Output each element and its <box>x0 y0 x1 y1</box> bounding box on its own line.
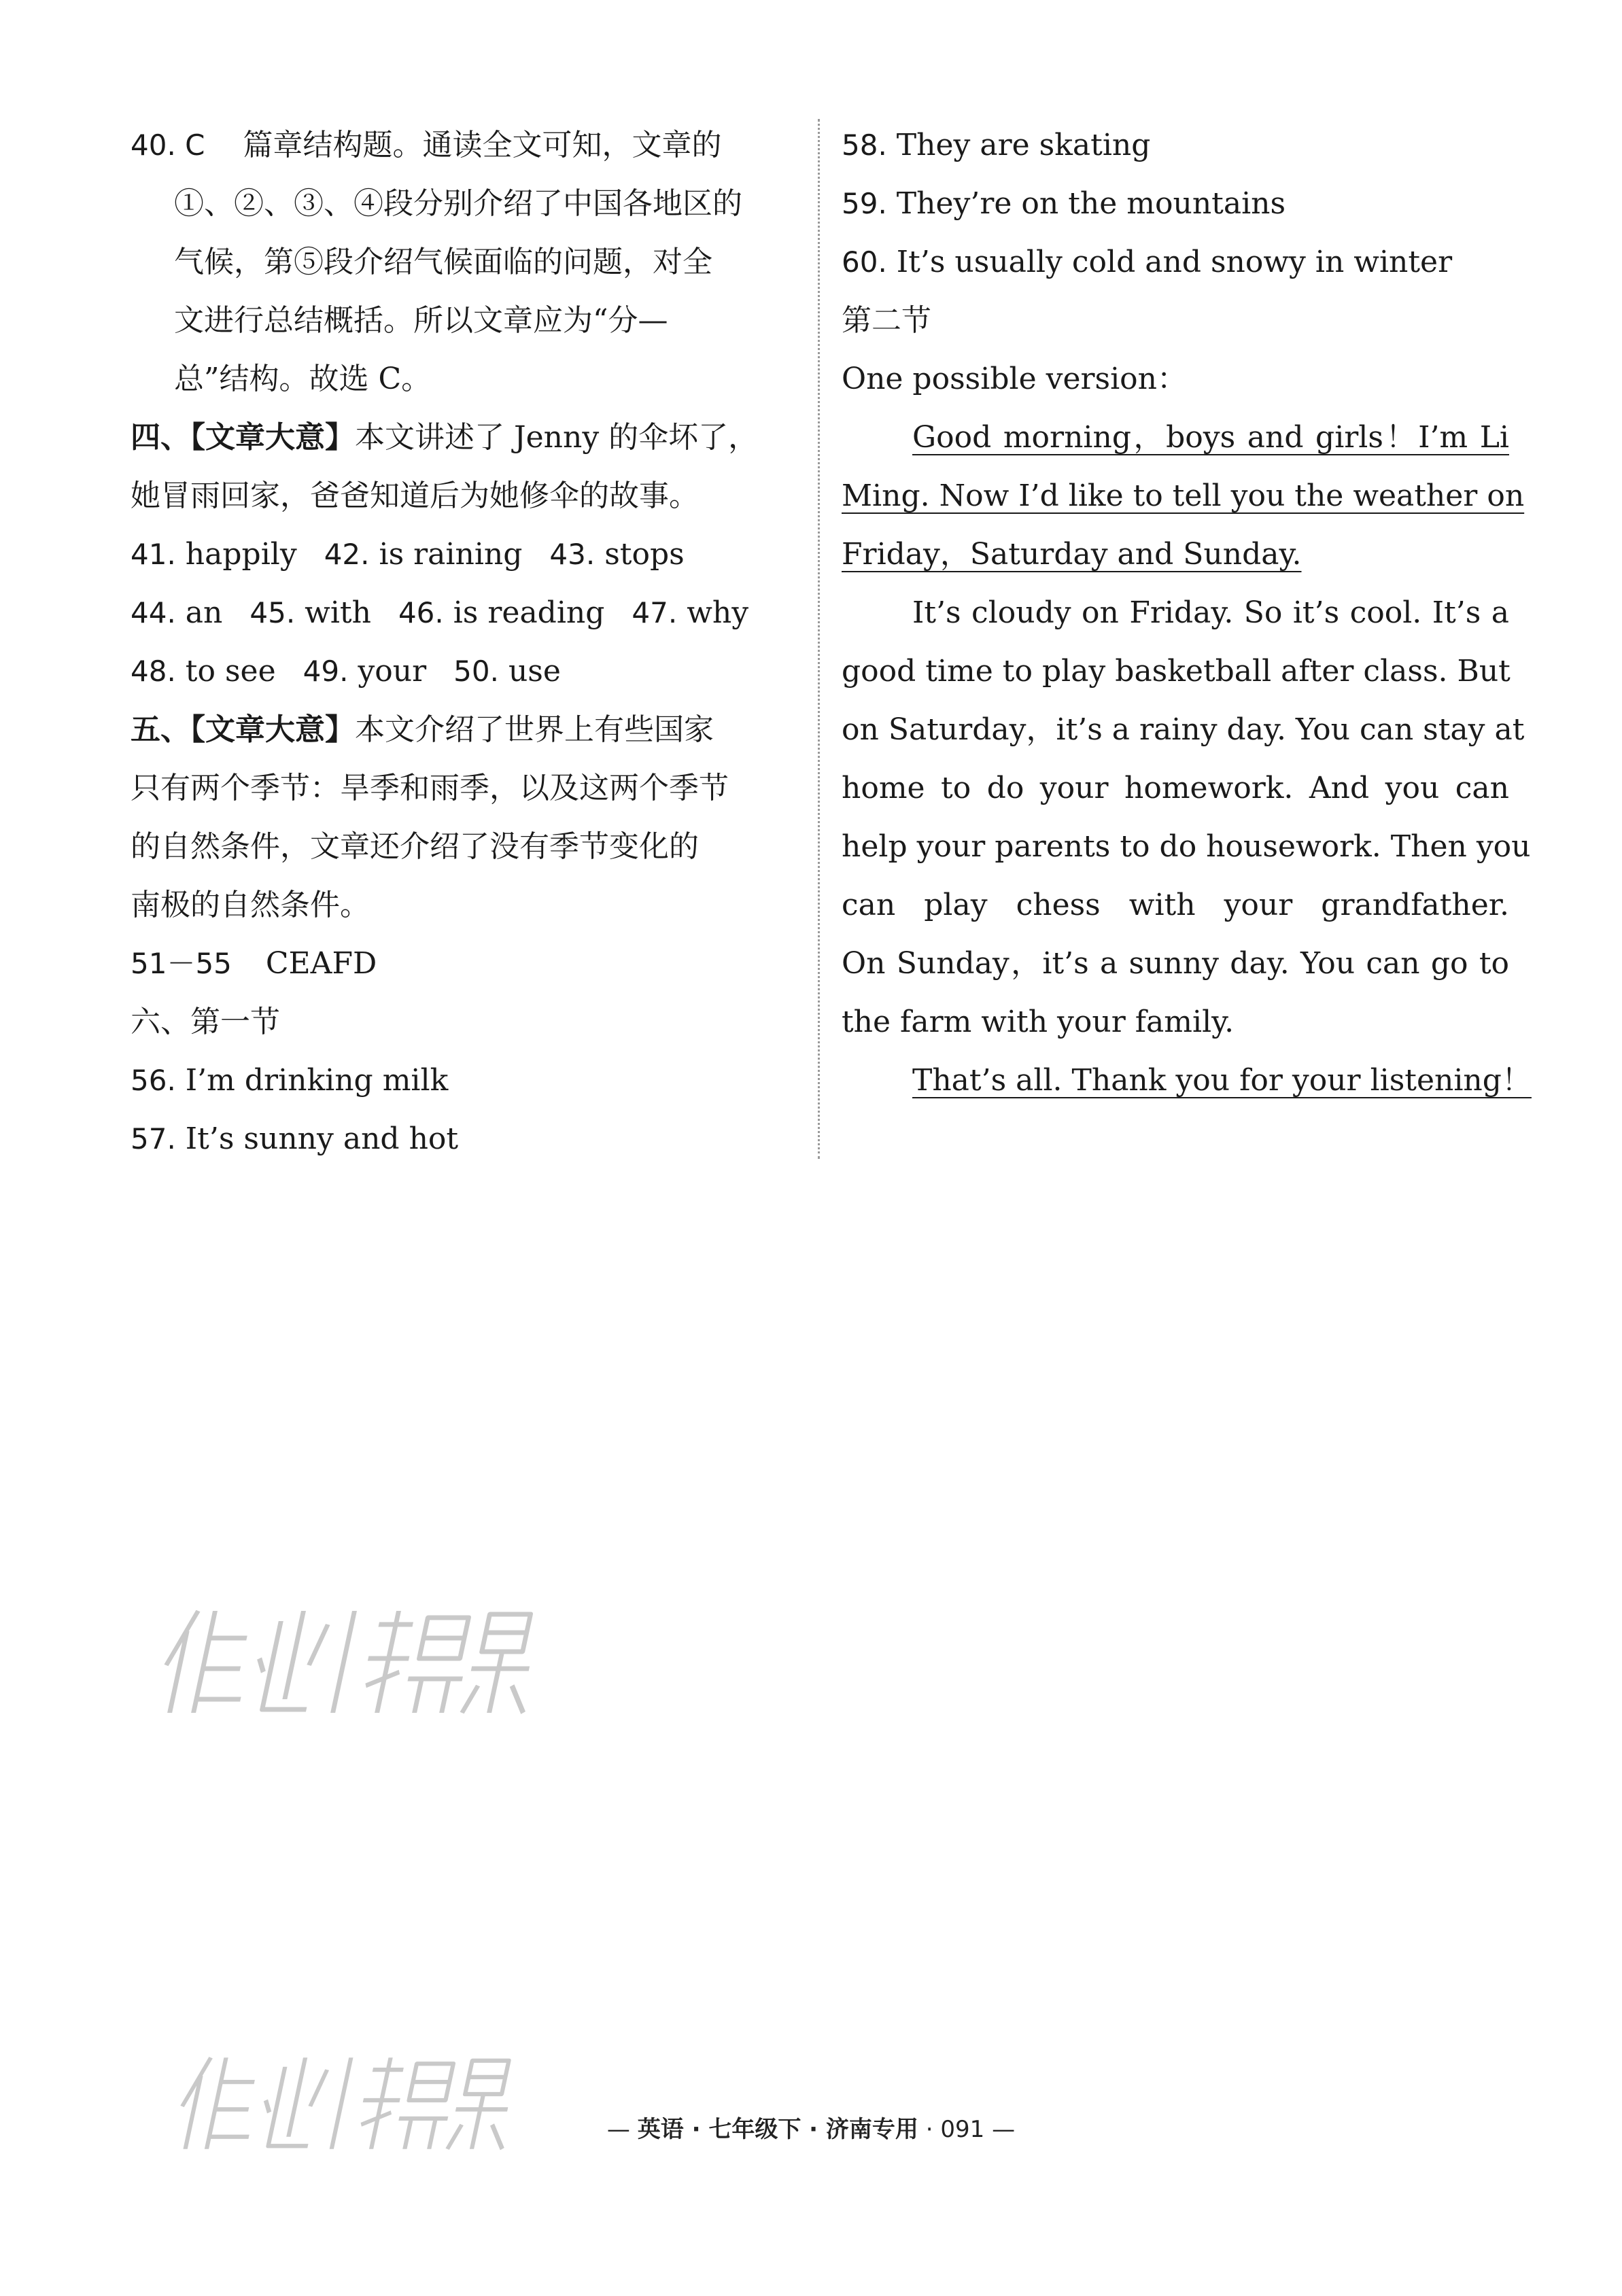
answer-text: with <box>305 595 371 630</box>
essay-p2-line4: home to do your homework. And you can <box>842 771 1509 805</box>
watermark-logo-footer <box>173 2032 527 2168</box>
sec4-line1 <box>131 417 758 458</box>
answer-text: an <box>185 595 223 630</box>
q57 <box>131 1119 458 1160</box>
answer-num: 42. <box>324 538 370 571</box>
answer-num: 46. <box>398 596 444 629</box>
answer-num: 51－55 <box>131 947 232 980</box>
answer-text: I’m drinking milk <box>185 1063 449 1098</box>
q60 <box>842 242 1452 283</box>
footer-dash-left: — <box>606 2116 630 2143</box>
sec5-text1: 本文介绍了世界上有些国家 <box>355 712 714 747</box>
sec5-heading: 五、【文章大意】 <box>131 712 355 747</box>
sec5-line3: 的自然条件，文章还介绍了没有季节变化的 <box>131 829 699 864</box>
answer-text: to see <box>185 654 276 689</box>
q40-line2: ①、②、③、④段分别介绍了中国各地区的 <box>174 186 742 221</box>
essay-p2-line6: can play chess with your grandfather. <box>842 888 1509 922</box>
answer-num: 43. <box>549 538 596 571</box>
answer-num: 48. <box>131 655 176 688</box>
q40-label: 40. C <box>131 128 205 162</box>
q58 <box>842 125 1150 166</box>
answer-text: use <box>508 654 561 689</box>
answer-text: your <box>358 654 427 689</box>
essay-p1-line3: Friday，Saturday and Sunday. <box>842 537 1302 572</box>
essay-p2-line7: On Sunday，it’s a sunny day. You can go to <box>842 946 1509 981</box>
essay-p2-line1: It’s cloudy on Friday. So it’s cool. It’s a <box>912 595 1509 630</box>
answer-num: 44. <box>131 596 176 629</box>
answer-num: 47. <box>632 596 678 629</box>
answer-num: 49. <box>303 655 349 688</box>
answer-num: 57. <box>131 1122 176 1155</box>
sec5-line1 <box>131 710 714 750</box>
q40-line3: 气候，第⑤段介绍气候面临的问题，对全 <box>174 245 712 279</box>
answer-num: 60. <box>842 245 887 279</box>
answers-row-1 <box>131 534 685 575</box>
answers-row-3 <box>131 651 561 692</box>
q59 <box>842 184 1285 224</box>
answer-text: is reading <box>453 595 605 630</box>
answer-text: They are skating <box>896 128 1151 162</box>
sec6-heading: 六、第一节 <box>131 1005 280 1039</box>
footer-dash-right: — <box>992 2116 1016 2143</box>
answer-num: 58. <box>842 128 887 162</box>
watermark-logo <box>156 1584 551 1733</box>
answer-text: is raining <box>379 537 523 572</box>
essay-p1-line1: Good morning，boys and girls！I’m Li <box>912 420 1509 455</box>
footer-subject: 英语 · 七年级下 · 济南专用 <box>637 2116 918 2143</box>
answers-row-2 <box>131 593 748 633</box>
essay-p2-line8: the farm with your family. <box>842 1005 1235 1039</box>
answer-num: 50. <box>453 655 499 688</box>
page-footer <box>0 2110 1622 2144</box>
answer-num: 59. <box>842 187 887 220</box>
answer-text: why <box>687 595 749 630</box>
essay-p2-line5: help your parents to do housework. Then you <box>842 829 1531 864</box>
q40-text1: 篇章结构题。通读全文可知，文章的 <box>243 128 722 162</box>
answer-text: It’s usually cold and snowy in winter <box>896 245 1453 279</box>
q40-line4: 文进行总结概括。所以文章应为“分— <box>174 303 668 338</box>
column-divider <box>818 119 820 1159</box>
essay-p2-line3: on Saturday，it’s a rainy day. You can stay at <box>842 712 1525 747</box>
answer-text: They’re on the mountains <box>896 186 1286 221</box>
version-label: One possible version： <box>842 362 1187 396</box>
q40-line5: 总”结构。故选 C。 <box>174 362 432 396</box>
q40-line1 <box>131 125 721 166</box>
essay-p2-line2: good time to play basketball after class. But <box>842 654 1511 689</box>
sec2-heading: 第二节 <box>842 303 931 338</box>
answer-text: CEAFD <box>265 946 377 981</box>
answer-text: It’s sunny and hot <box>185 1121 459 1156</box>
sec5-line4: 南极的自然条件。 <box>131 888 370 922</box>
essay-p3: That’s all. Thank you for your listening！ <box>912 1063 1532 1098</box>
sec4-heading: 四、【文章大意】 <box>131 420 355 455</box>
answer-text: stops <box>604 537 685 572</box>
sec5-line2: 只有两个季节：旱季和雨季，以及这两个季节 <box>131 771 729 805</box>
sec4-line2: 她冒雨回家，爸爸知道后为她修伞的故事。 <box>131 479 699 513</box>
answer-text: happily <box>185 537 297 572</box>
q51-55 <box>131 943 377 984</box>
page-number: · 091 <box>925 2116 985 2143</box>
answer-num: 45. <box>249 596 296 629</box>
answer-num: 56. <box>131 1064 176 1097</box>
q56 <box>131 1060 448 1101</box>
essay-p1-line2: Ming. Now I’d like to tell you the weather on <box>842 479 1525 513</box>
sec4-text1: 本文讲述了 Jenny 的伞坏了， <box>355 420 759 455</box>
answer-num: 41. <box>131 538 176 571</box>
